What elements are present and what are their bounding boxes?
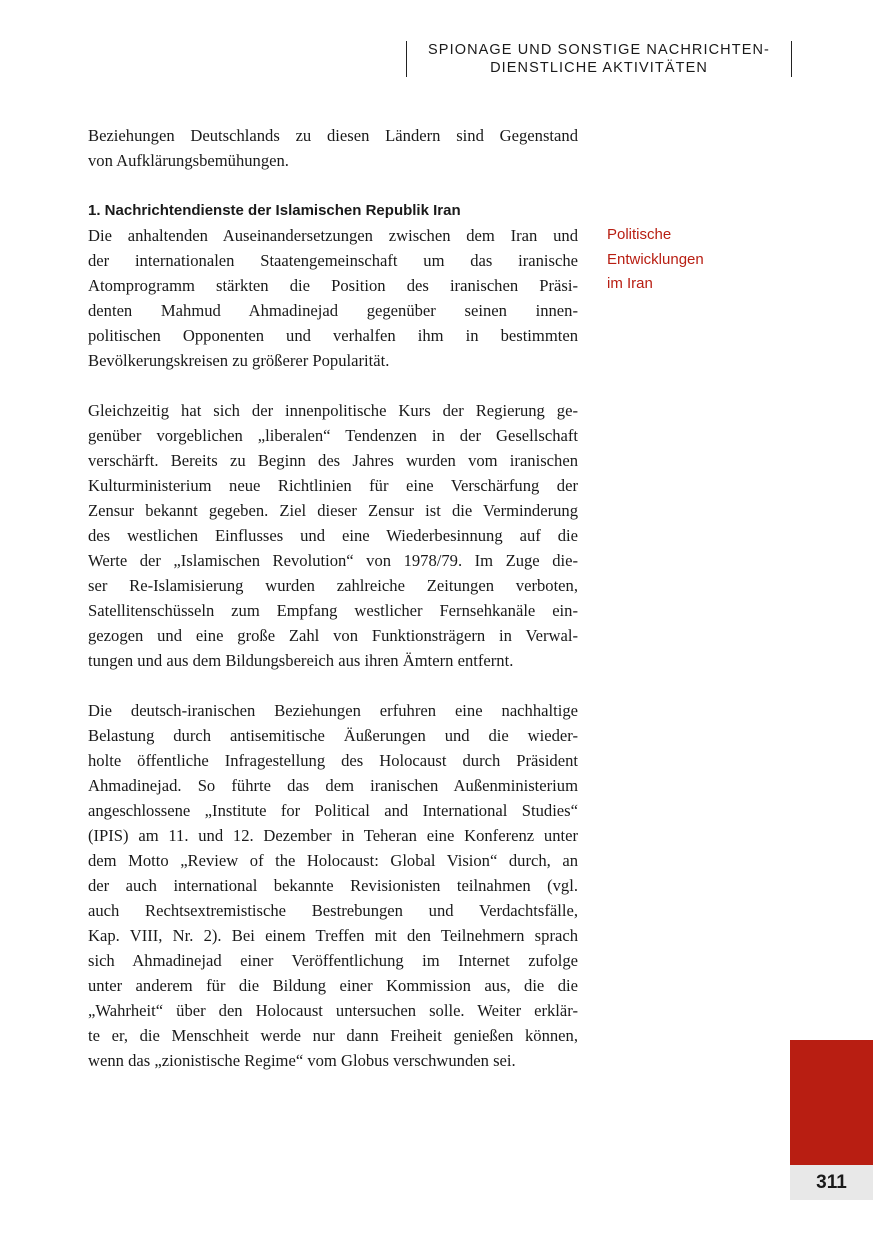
margin-note-line: Entwicklungen (607, 250, 704, 268)
running-header-line-2: DIENSTLICHE AKTIVITÄTEN (490, 60, 708, 76)
text-line: Belastung durch antisemitische Äußerungen und die wieder- (88, 726, 578, 745)
running-header (406, 41, 792, 77)
text-line: Kulturministerium neue Richtlinien für eine Verschärfung der (88, 476, 578, 495)
text-line: angeschlossene „Institute for Political and International Studies“ (88, 801, 578, 820)
running-header-line-1: SPIONAGE UND SONSTIGE NACHRICHTEN- (428, 42, 770, 58)
text-line: wenn das „zionistische Regime“ vom Globus verschwunden sei. (88, 1051, 516, 1070)
text-line: Zensur bekannt gegeben. Ziel dieser Zensur ist die Verminderung (88, 501, 578, 520)
text-line: te er, die Menschheit werde nur dann Freiheit genießen können, (88, 1026, 578, 1045)
intro-paragraph (88, 123, 578, 173)
margin-note-line: Politische (607, 226, 672, 243)
text-line: Gleichzeitig hat sich der innenpolitische Kurs der Regierung ge- (88, 401, 578, 420)
text-line: Werte der „Islamischen Revolution“ von 1978/79. Im Zuge die- (88, 551, 578, 570)
paragraph-2 (88, 398, 578, 673)
text-line: „Wahrheit“ über den Holocaust untersuchen solle. Weiter erklär- (88, 1001, 578, 1020)
paragraph-gap (88, 373, 578, 398)
text-line: der internationalen Staatengemeinschaft um das iranische (88, 251, 578, 270)
text-line: des westlichen Einflusses und eine Wiederbesinnung auf die (88, 526, 578, 545)
page-number: 311 (790, 1165, 873, 1200)
paragraph-gap (88, 173, 578, 198)
paragraph-1 (88, 223, 578, 373)
paragraph-gap (88, 673, 578, 698)
text-line: denten Mahmud Ahmadinejad gegenüber seinen innen- (88, 301, 578, 320)
text-line: der auch international bekannte Revisionisten teilnahmen (vgl. (88, 876, 578, 895)
text-line: Beziehungen Deutschlands zu diesen Ländern sind Gegenstand (88, 126, 578, 145)
text-line: Atomprogramm stärkten die Position des iranischen Präsi- (88, 276, 578, 295)
text-line: Die deutsch-iranischen Beziehungen erfuhren eine nachhaltige (88, 701, 578, 720)
text-line: verschärft. Bereits zu Beginn des Jahres wurden vom iranischen (88, 451, 578, 470)
text-line: dem Motto „Review of the Holocaust: Global Vision“ durch, an (88, 851, 578, 870)
text-line: Satellitenschüsseln zum Empfang westlicher Fernsehkanäle ein- (88, 601, 578, 620)
margin-note-line: im Iran (607, 275, 653, 292)
chapter-thumb-tab (790, 1040, 873, 1165)
text-line: Bevölkerungskreisen zu größerer Popularität. (88, 351, 390, 370)
text-line: holte öffentliche Infragestellung des Holocaust durch Präsident (88, 751, 578, 770)
text-line: sich Ahmadinejad einer Veröffentlichung im Internet zufolge (88, 951, 578, 970)
text-line: unter anderem für die Bildung einer Kommission aus, die die (88, 976, 578, 995)
text-line: tungen und aus dem Bildungsbereich aus ihren Ämtern entfernt. (88, 651, 514, 670)
text-line: Ahmadinejad. So führte das dem iranischen Außenministerium (88, 776, 578, 795)
text-line: genüber vorgeblichen „liberalen“ Tendenzen in der Gesellschaft (88, 426, 578, 445)
text-line: Die anhaltenden Auseinandersetzungen zwischen dem Iran und (88, 226, 578, 245)
section-heading: 1. Nachrichtendienste der Islamischen Republik Iran (88, 202, 461, 219)
text-line: Kap. VIII, Nr. 2). Bei einem Treffen mit den Teilnehmern sprach (88, 926, 578, 945)
paragraph-3 (88, 698, 578, 1073)
margin-note (607, 223, 767, 297)
text-line: auch Rechtsextremistische Bestrebungen und Verdachtsfälle, (88, 901, 578, 920)
text-line: ser Re-Islamisierung wurden zahlreiche Zeitungen verboten, (88, 576, 578, 595)
text-line: (IPIS) am 11. und 12. Dezember in Teheran eine Konferenz unter (88, 826, 578, 845)
text-line: von Aufklärungsbemühungen. (88, 151, 289, 170)
text-line: gezogen und eine große Zahl von Funktionsträgern in Verwal- (88, 626, 578, 645)
main-text-column (88, 123, 578, 1073)
text-line: politischen Opponenten und verhalfen ihm in bestimmten (88, 326, 578, 345)
